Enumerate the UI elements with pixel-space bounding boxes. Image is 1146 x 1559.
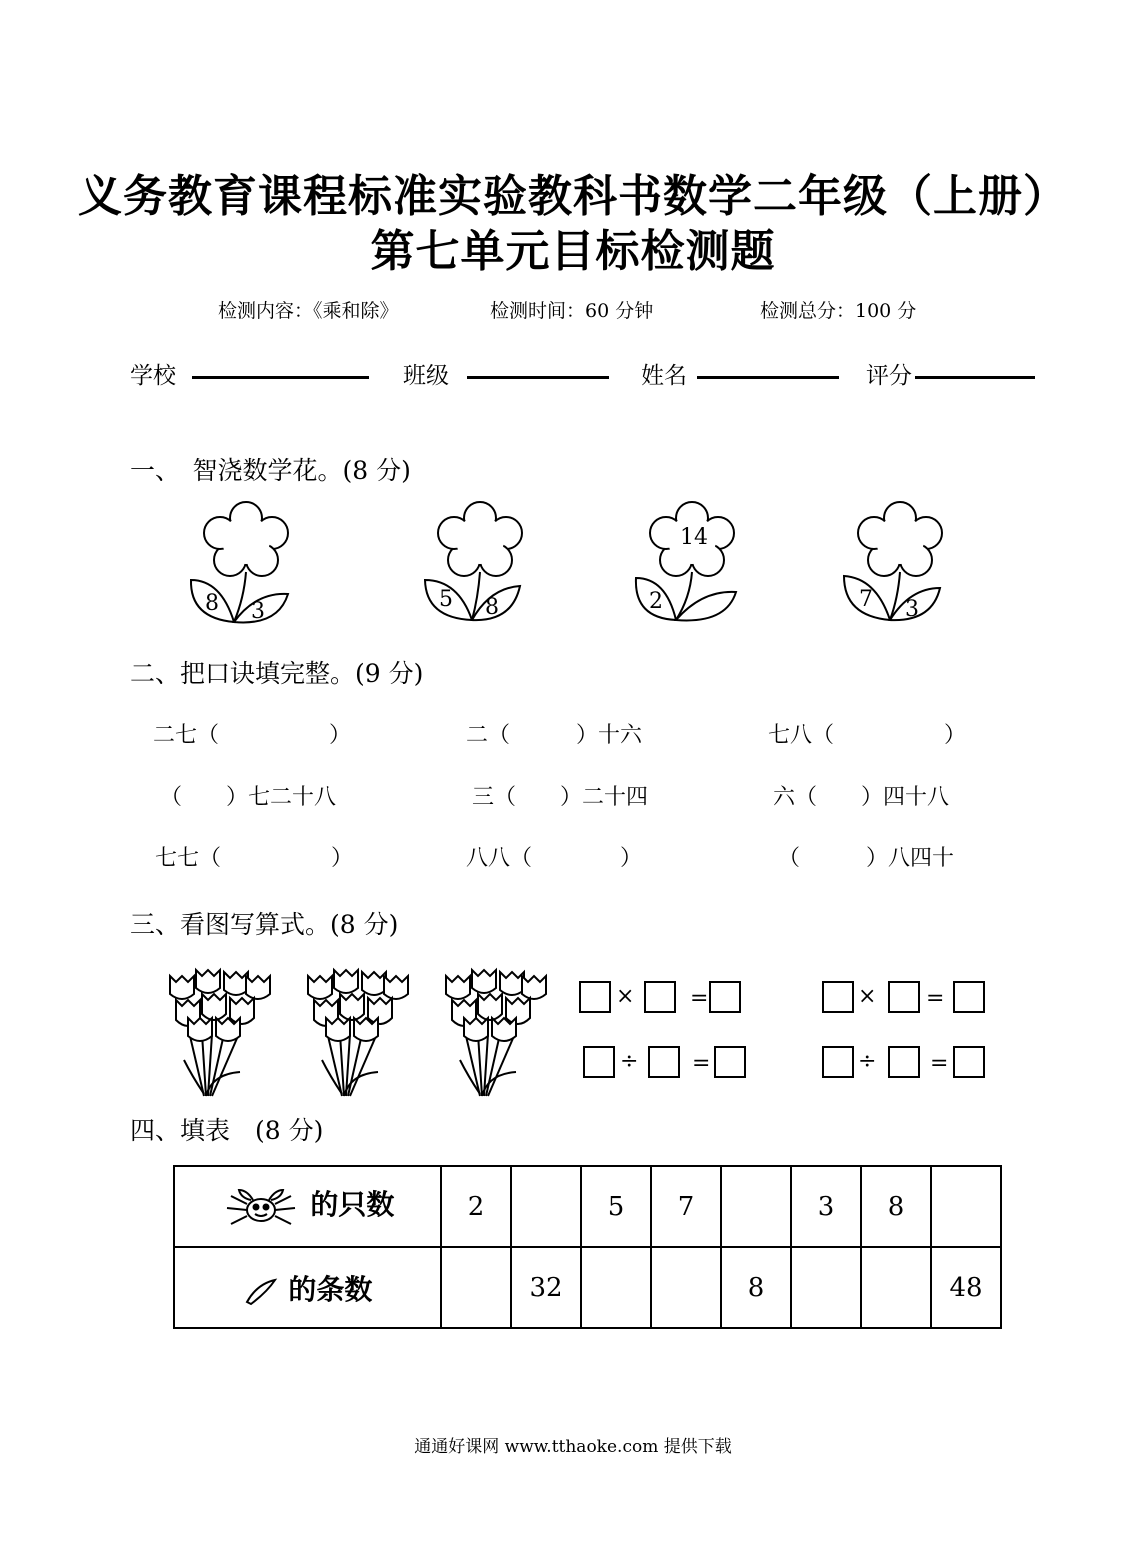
class-blank[interactable] (467, 376, 609, 379)
table-cell[interactable]: 2 (441, 1166, 511, 1247)
math-flower-3 (632, 488, 742, 632)
tulip-bouquet-1 (162, 964, 274, 1108)
answer-box[interactable] (714, 1046, 746, 1078)
tulip-bouquet-2 (300, 964, 412, 1108)
name-label: 姓名 (641, 363, 687, 389)
flower-4-left: 7 (859, 587, 873, 612)
crab-count-label: 的只数 (310, 1188, 395, 1222)
math-flower-4 (840, 488, 950, 632)
divide-sign: ÷ (620, 1049, 639, 1074)
table-cell[interactable]: 5 (581, 1166, 651, 1247)
flower-3-top: 14 (680, 525, 708, 550)
table-cell[interactable] (651, 1247, 721, 1328)
table-cell[interactable] (931, 1166, 1001, 1247)
school-blank[interactable] (192, 376, 369, 379)
answer-box[interactable] (953, 981, 985, 1013)
rhyme-3-1[interactable]: 七七（ ） (155, 846, 354, 871)
answer-box[interactable] (644, 981, 676, 1013)
crab-icon (221, 1184, 301, 1230)
section3-heading: 三、看图写算式。(8 分) (130, 910, 399, 939)
answer-box[interactable] (953, 1046, 985, 1078)
table-cell[interactable] (721, 1166, 791, 1247)
section4-heading: 四、填表 (8 分) (130, 1116, 324, 1145)
rhyme-2-1[interactable]: （ ）七二十八 (160, 785, 337, 810)
rhyme-2-3[interactable]: 六（ ）四十八 (773, 785, 950, 810)
table-cell[interactable]: 8 (861, 1166, 931, 1247)
page-subtitle: 第七单元目标检测题 (370, 226, 776, 277)
flower-4-right: 3 (905, 597, 919, 622)
fill-table (173, 1165, 1002, 1329)
answer-box[interactable] (822, 1046, 854, 1078)
table-cell[interactable] (511, 1166, 581, 1247)
answer-box[interactable] (822, 981, 854, 1013)
school-label: 学校 (130, 363, 176, 389)
leg-count-label: 的条数 (288, 1272, 373, 1306)
test-time: 检测时间：60 分钟 (490, 300, 654, 322)
name-blank[interactable] (697, 376, 839, 379)
answer-box[interactable] (579, 981, 611, 1013)
times-sign: × (616, 984, 635, 1009)
crab-leg-icon (243, 1276, 279, 1306)
test-content: 检测内容：《乘和除》 (218, 300, 399, 322)
flower-2-right: 8 (485, 595, 499, 620)
table-cell[interactable]: 32 (511, 1247, 581, 1328)
section2-heading: 二、把口诀填完整。(9 分) (130, 659, 424, 688)
equals-sign: = (690, 986, 709, 1011)
section1-heading: 一、 智浇数学花。(8 分) (130, 456, 411, 485)
table-cell[interactable] (791, 1247, 861, 1328)
math-flower-2 (420, 488, 530, 632)
math-flower-1 (186, 488, 296, 632)
rhyme-1-2[interactable]: 二（ ）十六 (466, 723, 643, 748)
grade-label: 评分 (866, 363, 912, 389)
equals-sign: = (692, 1051, 711, 1076)
answer-box[interactable] (888, 1046, 920, 1078)
crab-count-header (174, 1166, 441, 1247)
table-cell[interactable]: 3 (791, 1166, 861, 1247)
flower-2-left: 5 (439, 587, 453, 612)
leg-count-header (174, 1247, 441, 1328)
flower-3-left: 2 (649, 589, 663, 614)
class-label: 班级 (403, 363, 449, 389)
table-row (174, 1166, 1001, 1247)
rhyme-3-2[interactable]: 八八（ ） (466, 846, 643, 871)
rhyme-2-2[interactable]: 三（ ）二十四 (472, 785, 649, 810)
answer-box[interactable] (583, 1046, 615, 1078)
divide-sign: ÷ (858, 1049, 877, 1074)
tulip-bouquet-3 (438, 964, 550, 1108)
rhyme-3-3[interactable]: （ ）八四十 (778, 846, 955, 871)
grade-blank[interactable] (915, 376, 1035, 379)
table-cell[interactable] (441, 1247, 511, 1328)
flower-1-right: 3 (251, 599, 265, 624)
table-cell[interactable]: 7 (651, 1166, 721, 1247)
table-cell[interactable]: 8 (721, 1247, 791, 1328)
table-cell[interactable] (581, 1247, 651, 1328)
page-title: 义务教育课程标准实验教科书数学二年级（上册） (78, 171, 1068, 222)
equals-sign: = (926, 986, 945, 1011)
answer-box[interactable] (709, 981, 741, 1013)
answer-box[interactable] (648, 1046, 680, 1078)
rhyme-1-3[interactable]: 七八（ ） (768, 723, 967, 748)
table-row (174, 1247, 1001, 1328)
equals-sign: = (930, 1051, 949, 1076)
flower-1-left: 8 (205, 591, 219, 616)
test-score: 检测总分：100 分 (760, 300, 917, 322)
table-cell[interactable] (861, 1247, 931, 1328)
rhyme-1-1[interactable]: 二七（ ） (153, 723, 352, 748)
table-cell[interactable]: 48 (931, 1247, 1001, 1328)
footer-credit: 通通好课网 www.tthaoke.com 提供下载 (414, 1437, 732, 1457)
answer-box[interactable] (888, 981, 920, 1013)
times-sign: × (858, 984, 877, 1009)
